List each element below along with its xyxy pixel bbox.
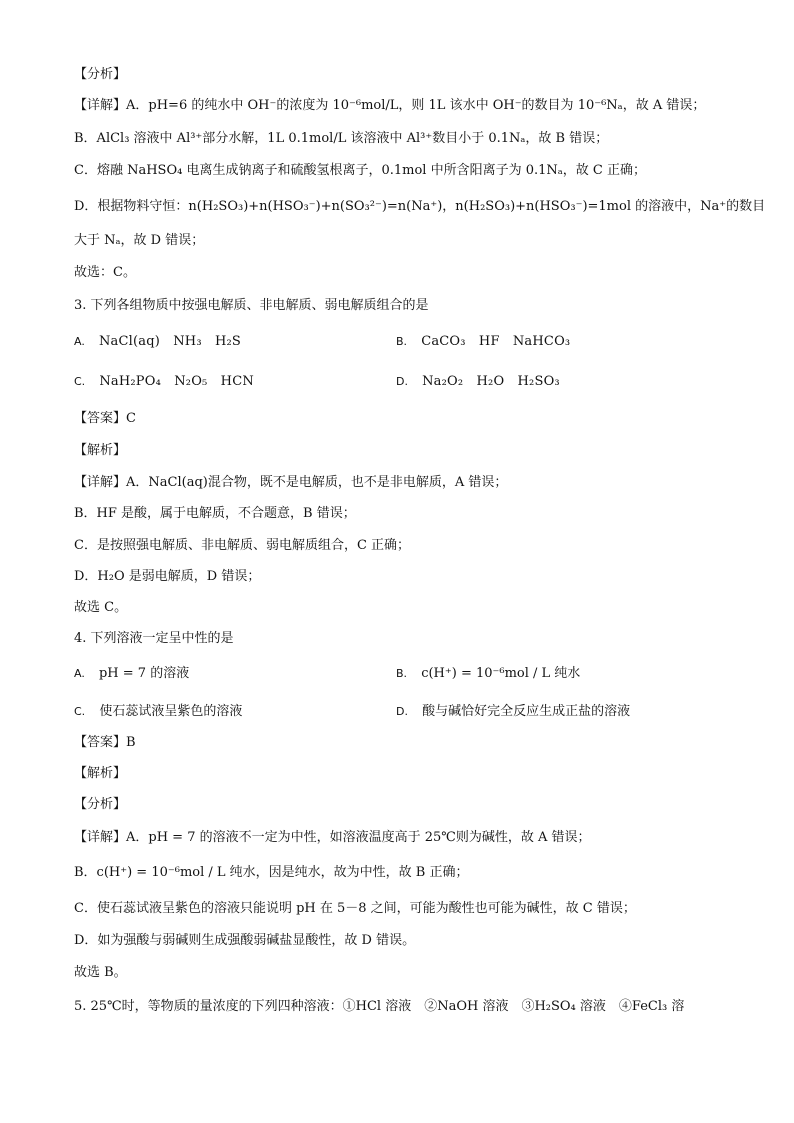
q4-option-d (396, 703, 630, 721)
text-line: D．H₂O 是弱电解质，D 错误； (74, 569, 261, 584)
option-text: c(H⁺) = 10⁻⁶mol / L 纯水 (421, 666, 581, 681)
text-line: B．c(H⁺) = 10⁻⁶mol / L 纯水，因是纯水，故为中性，故 B 正确； (74, 865, 469, 880)
text-line: B．HF 是酸，属于电解质，不合题意，B 错误； (74, 506, 356, 521)
text-line: 故选：C。 (74, 265, 136, 280)
q3-option-c (74, 373, 254, 391)
section-heading: 【分析】 (74, 67, 127, 82)
q3-option-b (396, 333, 570, 351)
text-line: B．AlCl₃ 溶液中 Al³⁺部分水解，1L 0.1mol/L 该溶液中 Al³⁺数目小于 0.1Nₐ，故 B 错误； (74, 131, 609, 146)
option-text: pH = 7 的溶液 (98, 666, 190, 681)
text-line: 【详解】A．pH = 7 的溶液不一定为中性，如溶液温度高于 25℃则为碱性，故 A 错误； (74, 830, 591, 845)
text-line: D．如为强酸与弱碱则生成强酸弱碱盐显酸性，故 D 错误。 (74, 933, 416, 948)
analysis-label: 【解析】 (74, 766, 127, 781)
option-letter: B. (396, 667, 408, 680)
option-letter: A. (74, 335, 85, 348)
option-text: Na₂O₂ H₂O H₂SO₃ (422, 374, 560, 389)
q3-option-d (396, 373, 560, 391)
analysis-label: 【解析】 (74, 443, 127, 458)
section-heading: 【分析】 (74, 797, 127, 812)
option-letter: C. (74, 705, 86, 718)
question-5-stem: 5. 25℃时，等物质的量浓度的下列四种溶液：①HCl 溶液 ②NaOH 溶液 ③H₂SO₄ 溶液 ④FeCl₃ 溶 (74, 999, 685, 1014)
option-letter: D. (396, 705, 408, 718)
text-line: 故选 B。 (74, 965, 127, 980)
text-line: C．熔融 NaHSO₄ 电离生成钠离子和硫酸氢根离子，0.1mol 中所含阳离子为 0.1Nₐ，故 C 正确； (74, 163, 646, 178)
text-line: 【详解】A．pH=6 的纯水中 OH⁻的浓度为 10⁻⁶mol/L，则 1L 该水中 OH⁻的数目为 10⁻⁶Nₐ，故 A 错误； (74, 98, 706, 113)
q4-option-b (396, 665, 580, 683)
text-line: C．是按照强电解质、非电解质、弱电解质组合，C 正确； (74, 538, 411, 553)
text-line: 故选 C。 (74, 600, 128, 615)
option-letter: B. (396, 335, 408, 348)
option-letter: D. (396, 375, 408, 388)
option-text: NaCl(aq) NH₃ H₂S (98, 334, 241, 349)
text-line: C．使石蕊试液呈紫色的溶液只能说明 pH 在 5－8 之间，可能为酸性也可能为碱性，故 C 错误； (74, 901, 636, 916)
text-line: 大于 Nₐ，故 D 错误； (74, 233, 205, 248)
option-letter: C. (74, 375, 86, 388)
question-3-stem: 3. 下列各组物质中按强电解质、非电解质、弱电解质组合的是 (74, 298, 429, 313)
text-line: 【详解】A．NaCl(aq)混合物，既不是电解质，也不是非电解质，A 错误； (74, 475, 508, 490)
q4-option-c (74, 703, 242, 721)
answer-label: 【答案】C (74, 411, 136, 426)
question-4-stem: 4. 下列溶液一定呈中性的是 (74, 631, 234, 646)
q3-option-a (74, 333, 241, 351)
option-text: 使石蕊试液呈紫色的溶液 (99, 704, 243, 719)
option-text: NaH₂PO₄ N₂O₅ HCN (99, 374, 254, 389)
text-line: D．根据物料守恒：n(H₂SO₃)+n(HSO₃⁻)+n(SO₃²⁻)=n(Na⁺)，n(H₂SO₃)+n(HSO₃⁻)=1mol 的溶液中，Na⁺的数目 (74, 199, 766, 214)
option-text: 酸与碱恰好完全反应生成正盐的溶液 (422, 704, 631, 719)
answer-label: 【答案】B (74, 735, 136, 750)
q4-option-a (74, 665, 189, 683)
option-letter: A. (74, 667, 85, 680)
option-text: CaCO₃ HF NaHCO₃ (421, 334, 571, 349)
